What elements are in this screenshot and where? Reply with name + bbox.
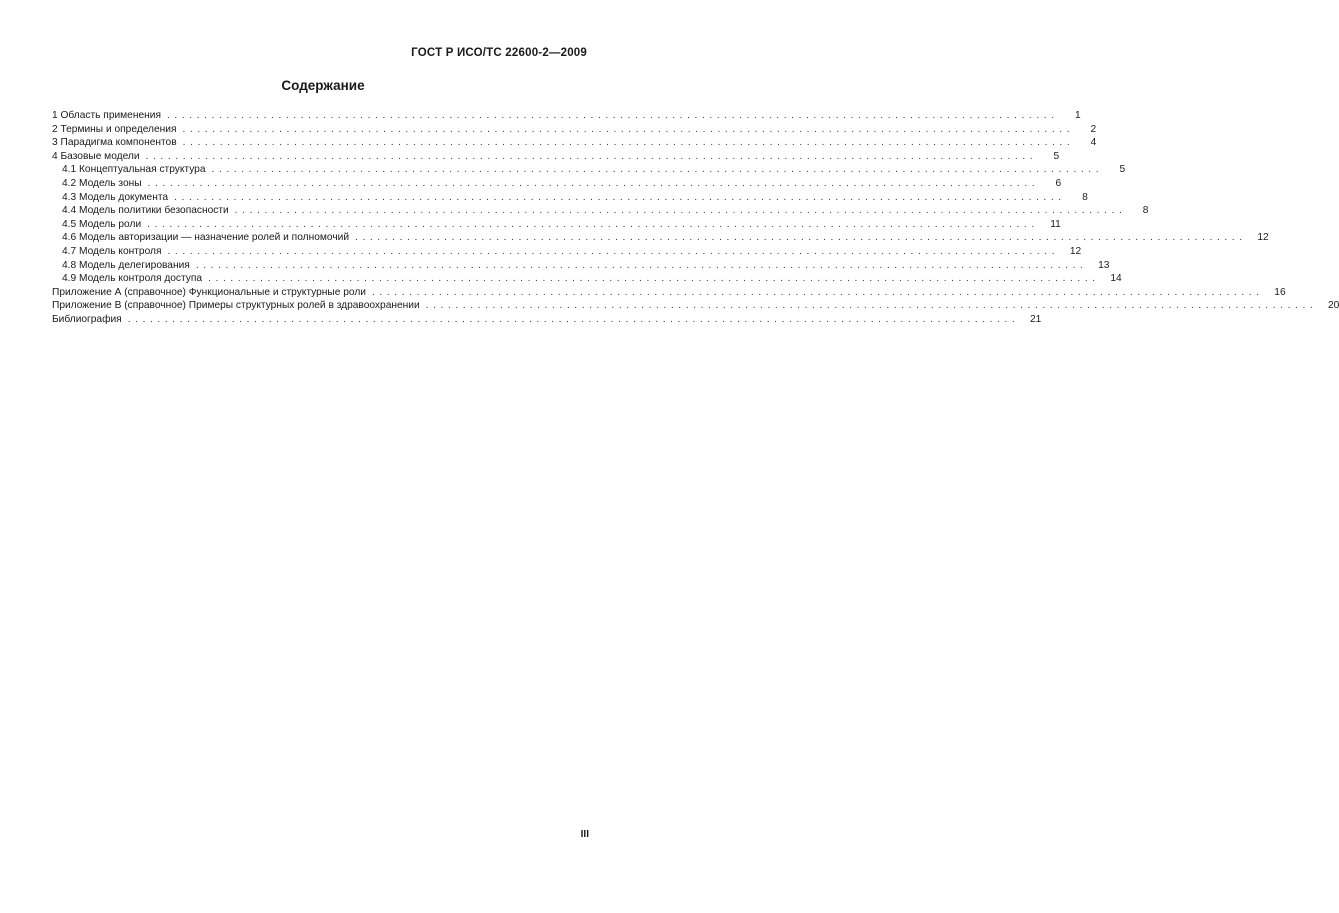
dot-leader: ........................................................................................................................ [147,177,1040,189]
toc-entry-page: 6 [1055,177,1062,189]
toc-entry-page: 14 [1110,273,1122,285]
dot-leader: ........................................................................................................................ [211,164,1104,176]
table-of-contents [52,109,1339,327]
dot-leader: ........................................................................................................................ [425,300,1318,312]
toc-entry[interactable] [52,272,1122,286]
dot-leader: ........................................................................................................................ [145,150,1038,162]
dot-leader: ........................................................................................................................ [147,218,1039,230]
page-number: III [580,829,589,840]
toc-entry-title: 4.4 Модель политики безопасности [62,205,229,217]
toc-entry-title: 4.8 Модель делегирования [62,259,190,271]
toc-entry-page: 20 [1327,300,1339,312]
toc-entry-title: 4 Базовые модели [52,150,140,162]
toc-entry-page: 12 [1069,245,1082,257]
toc-entry-title: 4.9 Модель контроля доступа [62,273,203,285]
toc-entry[interactable] [52,177,1062,191]
toc-entry-page: 8 [1082,191,1088,203]
toc-entry-page: 2 [1090,123,1097,135]
toc-entry-title: 2 Термины и определения [52,123,177,135]
toc-entry[interactable] [52,150,1060,164]
toc-entry[interactable] [52,123,1097,137]
toc-title: Содержание [281,78,365,93]
dot-leader: ........................................................................................................................ [182,137,1075,149]
toc-entry-title: 1 Область применения [52,110,161,121]
toc-entry[interactable] [52,299,1339,313]
toc-entry-page: 16 [1274,286,1286,298]
toc-entry[interactable] [52,109,1081,123]
dot-leader: ........................................................................................................................ [174,191,1066,203]
dot-leader: ........................................................................................................................ [127,313,1020,325]
toc-entry-title: 4.5 Модель роли [62,218,142,230]
dot-leader: ........................................................................................................................ [355,232,1247,244]
toc-entry-title: Библиография [52,313,122,325]
toc-entry[interactable] [52,259,1110,273]
toc-entry-title: 4.7 Модель контроля [62,245,162,257]
toc-entry-title: 3 Парадигма компонентов [52,137,177,149]
document-code: ГОСТ Р ИСО/ТС 22600-2—2009 [411,47,587,59]
toc-entry[interactable] [52,313,1042,327]
toc-entry[interactable] [52,191,1088,205]
dot-leader: ........................................................................................................................ [182,123,1075,135]
toc-entry-title: 4.3 Модель документа [62,191,169,203]
dot-leader: ........................................................................................................................ [234,205,1127,217]
toc-entry-page: 11 [1050,218,1061,230]
toc-entry-page: 8 [1142,205,1149,217]
toc-entry-page: 5 [1053,150,1060,162]
toc-entry[interactable] [52,163,1126,177]
toc-entry[interactable] [52,136,1097,150]
toc-entry-page: 1 [1074,110,1081,121]
toc-entry-page: 4 [1090,137,1097,149]
toc-entry-page: 12 [1257,232,1269,244]
toc-entry-title: 4.1 Концептуальная структура [62,164,206,176]
toc-entry-title: 4.2 Модель зоны [62,177,142,189]
toc-entry-title: Приложение В (справочное) Примеры структурных ролей в здравоохранении [52,300,420,312]
dot-leader: ........................................................................................................................ [167,245,1060,257]
toc-entry[interactable] [52,218,1061,232]
toc-entry[interactable] [52,204,1149,218]
toc-entry[interactable] [52,231,1269,245]
toc-entry-page: 5 [1119,164,1126,176]
dot-leader: ........................................................................................................................ [195,259,1088,271]
dot-leader: ........................................................................................................................ [166,110,1059,121]
dot-leader: ........................................................................................................................ [208,273,1100,285]
toc-entry[interactable] [52,286,1286,300]
dot-leader: ........................................................................................................................ [371,286,1264,298]
toc-entry-title: Приложение А (справочное) Функциональные и структурные роли [52,286,366,298]
toc-entry-title: 4.6 Модель авторизации — назначение ролей и полномочий [62,232,350,244]
toc-entry-page: 13 [1098,259,1110,271]
toc-entry[interactable] [52,245,1082,259]
toc-entry-page: 21 [1030,313,1042,325]
